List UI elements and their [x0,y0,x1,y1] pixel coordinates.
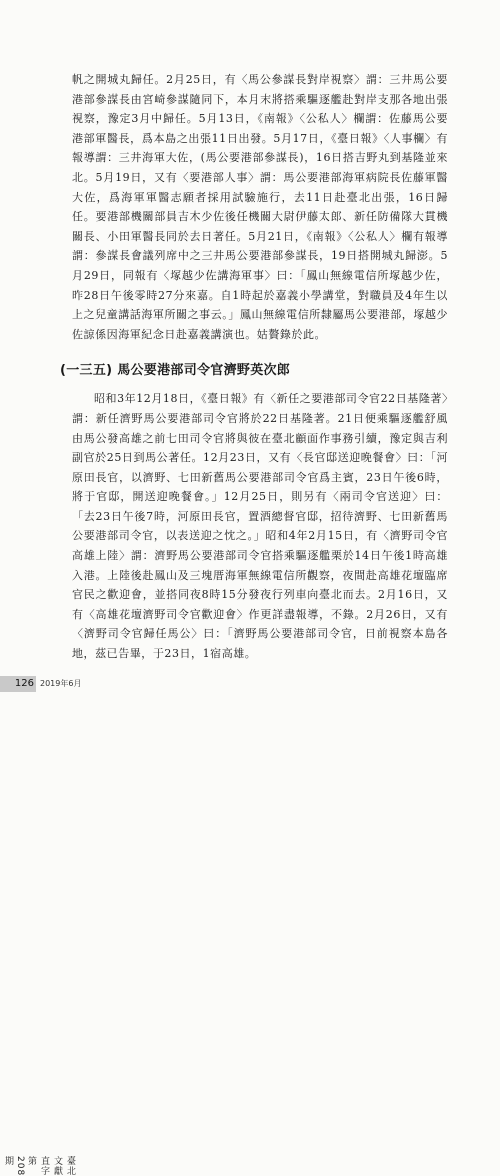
page-number: 126 [0,676,36,692]
issue-date: 2019年6月 [40,679,82,688]
body-paragraph: 帆之開城丸歸任。2月25日，有〈馬公參謀長對岸視察〉謂：三井馬公要港部參謀長由宮崎參謀隨同下，本月末將搭乘驅逐艦赴對岸支那各地出張視察，豫定3月中歸任。5月13日，《南報》〈公私人〉欄謂：佐藤馬公要港部軍醫長，爲本島之出張11日出發。5月17日，《臺日報》〈人事欄〉有報導謂：三井海軍大佐，(馬公要港部參謀長)，16日搭吉野丸到基隆並來北。5月19日，又有〈要港部人事〉謂：馬公要港部海軍病院長佐藤軍醫大佐，爲海軍軍醫志願者採用試驗施行，去11日赴臺北出張，16日歸任。要港部機關部員吉木少佐後任機關大尉伊藤太郎、新任防備隊大貫機關長、小田軍醫長同於去日著任。5月21日，《南報》〈公私人〉欄有報導謂：參謀長會議列席中之三井馬公要港部參謀長，19日搭開城丸歸澎。5月29日，同報有〈塚越少佐講海軍事〉曰：「鳳山無線電信所塚越少佐，昨28日午後零時27分來嘉。自1時起於嘉義小學講堂，對職員及4年生以上之兒童講話海軍所關之事云。」鳳山無線電信所隸屬馬公要港部，塚越少佐諒係因海軍紀念日赴嘉義講演也。姑贅錄於此。 [72,73,448,341]
page-footer [0,676,500,692]
section-heading: (一三五) 馬公要港部司令官濟野英次郎 [60,363,291,379]
journal-title: 臺北文獻 直字第208期 [3,1156,75,1176]
article-body [60,70,448,664]
body-paragraph: 昭和3年12月18日，《臺日報》有〈新任之要港部司令官22日基隆著〉謂：新任濟野馬公要港部司令官將於22日基隆著。21日便乘驅逐艦舒風由馬公發高雄之前七田司令官將與彼在臺北顧面作事務引續，豫定與吉利副官於25日到馬公著任。12月23日，又有〈長官邸送迎晚餐會〉曰：「河原田長官，以濟野、七田新舊馬公要港部司令官爲主賓，23日午後6時，將于官邸，開送迎晚餐會。」12月25日，則另有〈兩司令官送迎〉曰：「去23日午後7時，河原田長官，置酒總督官邸，招待濟野、七田新舊馬公要港部司令官，以表送迎之忱之。」昭和4年2月15日，有〈濟野司令官高雄上陸〉謂：濟野馬公要港部司令官搭乘驅逐艦栗於14日午後1時高雄入港。上陸後赴鳳山及三塊厝海軍無線電信所觀察，夜間赴高雄花壇臨席官民之歡迎會，並搭同夜8時15分發夜行列車向臺北而去。2月16日，又有〈高雄花壇濟野司令官歡迎會〉作更詳盡報導，不錄。2月26日，又有〈濟野司令官歸任馬公〉曰：「濟野馬公要港部司令官，日前視察本島各地，茲已告畢，于23日，1宿高雄。 [72,392,448,661]
